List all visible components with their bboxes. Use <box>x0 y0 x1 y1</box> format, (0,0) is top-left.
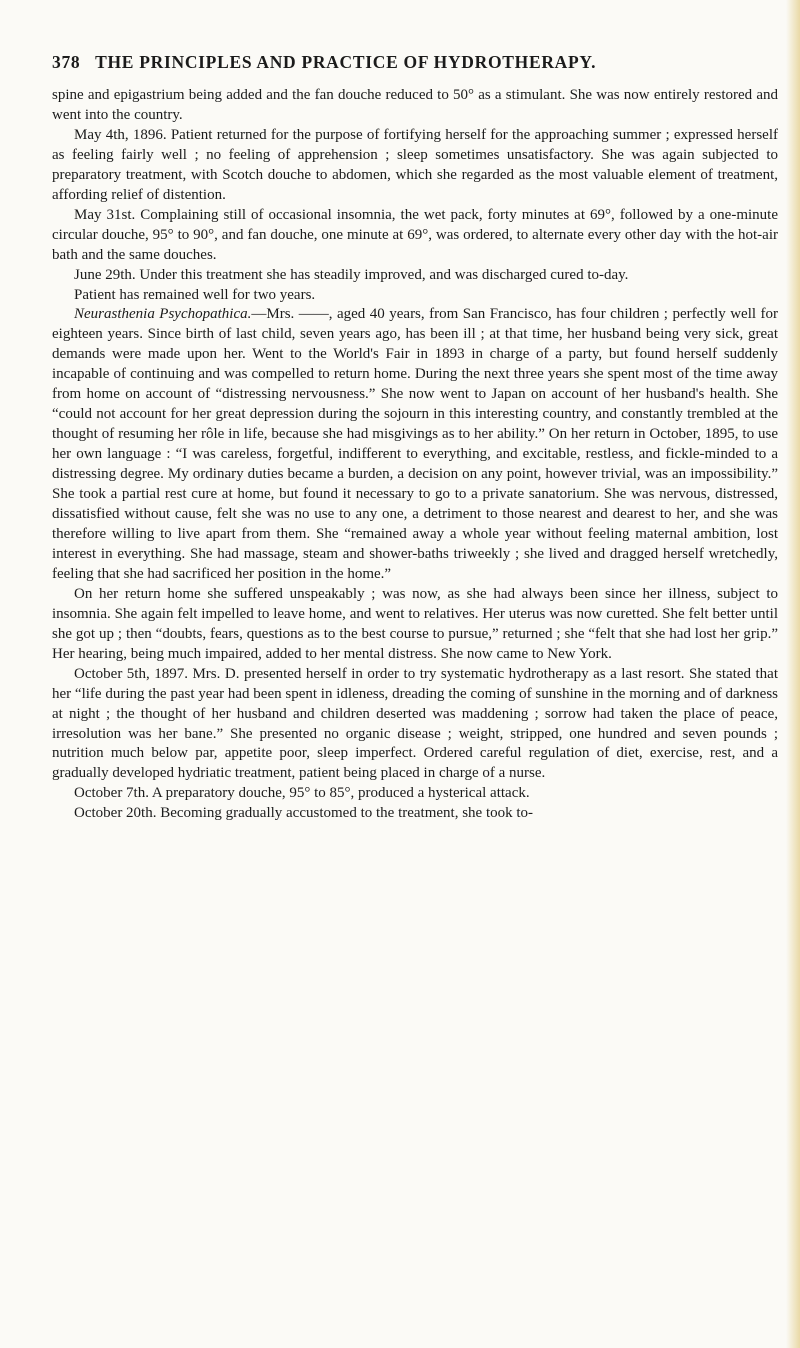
paragraph <box>52 126 778 206</box>
paragraph-text: On her return home she suffered unspeakably ; was now, as she had always been since her illness, subject to insomnia. She again felt impelled to leave home, and went to relatives. Her uterus was now curetted. She felt better until she got up ; then “doubts, fears, questions as to the best course to pursue,” returned ; she “felt that she had lost her grip.” Her hearing, being much impaired, added to her mental distress. She now came to New York. <box>52 585 778 662</box>
paragraph <box>52 784 778 804</box>
paragraph-text: May 31st. Complaining still of occasional insomnia, the wet pack, forty minutes at 69°, followed by a one-minute circular douche, 95° to 90°, and fan douche, one minute at 69°, was ordered, to alternate every other day with the hot-air bath and the same douches. <box>52 206 778 263</box>
paragraph-text: Patient has remained well for two years. <box>74 286 316 303</box>
running-header <box>52 52 772 73</box>
page-edge-shadow <box>786 0 800 1348</box>
paragraph <box>52 266 778 286</box>
running-title: THE PRINCIPLES AND PRACTICE OF HYDROTHERAPY. <box>95 52 597 72</box>
paragraph-text: October 7th. A preparatory douche, 95° to 85°, produced a hysterical attack. <box>74 785 530 802</box>
paragraph <box>52 665 778 785</box>
paragraph <box>52 206 778 266</box>
paragraph <box>52 585 778 665</box>
case-title: Neurasthenia Psychopathica. <box>74 306 252 323</box>
paragraph <box>52 804 778 824</box>
paragraph <box>52 286 778 306</box>
paragraph-text: May 4th, 1896. Patient returned for the purpose of fortifying herself for the approaching summer ; expressed herself as feeling fairly well ; no feeling of apprehension ; sleep sometimes unsatisfactory. She was again subjected to preparatory treatment, with Scotch douche to abdomen, which she regarded as the most valuable element of treatment, affording relief of distention. <box>52 126 778 203</box>
paragraph <box>52 86 778 126</box>
page-number: 378 <box>52 52 81 72</box>
paragraph-text: October 20th. Becoming gradually accustomed to the treatment, she took to- <box>74 805 534 822</box>
page-body <box>52 86 778 824</box>
paragraph-text: spine and epigastrium being added and the fan douche reduced to 50° as a stimulant. She was now entirely restored and went into the country. <box>52 87 778 123</box>
paragraph-text: —Mrs. ——, aged 40 years, from San Francisco, has four children ; perfectly well for eighteen years. Since birth of last child, seven years ago, has been ill ; at that time, her husband being very sick, great demands were made upon her. Went to the World's Fair in 1893 in charge of a party, but found herself suddenly incapable of continuing and was compelled to return home. During the next three years she spent most of the time away from home on account of “distressing nervousness.” She now went to Japan on account of her husband's health. She “could not account for her great depression during the sojourn in this interesting country, and constantly trembled at the thought of resuming her rôle in life, because she had misgivings as to her ability.” On her return in October, 1895, to use her own language : “I was careless, forgetful, indifferent to everything, and excitable, restless, and fickle-minded to a distressing degree. My ordinary duties became a burden, a decision on any point, however trivial, was an impossibility.” She took a partial rest cure at home, but found it necessary to go to a private sanatorium. She was nervous, distressed, dissatisfied without cause, felt she was no use to any one, a detriment to those nearest and dearest to her, and she was therefore willing to live apart from them. She “remained away a whole year without feeling maternal ambition, lost interest in everything. She had massage, steam and shower-baths triweekly ; she lived and dragged herself wretchedly, feeling that she had sacrificed her position in the home.” <box>52 306 778 582</box>
paragraph-text: October 5th, 1897. Mrs. D. presented herself in order to try systematic hydrotherapy as a last resort. She stated that her “life during the past year had been spent in idleness, dreading the coming of sunshine in the morning and of darkness at night ; the thought of her husband and children deserted was maddening ; sorrow had taken the place of peace, irresolution was her bane.” She presented no organic disease ; weight, stripped, one hundred and seven pounds ; nutrition much below par, appetite poor, sleep imperfect. Ordered careful regulation of diet, exercise, rest, and a gradually developed hydriatic treatment, patient being placed in charge of a nurse. <box>52 665 778 782</box>
paragraph <box>52 305 778 584</box>
paragraph-text: June 29th. Under this treatment she has steadily improved, and was discharged cured to-day. <box>74 266 629 283</box>
